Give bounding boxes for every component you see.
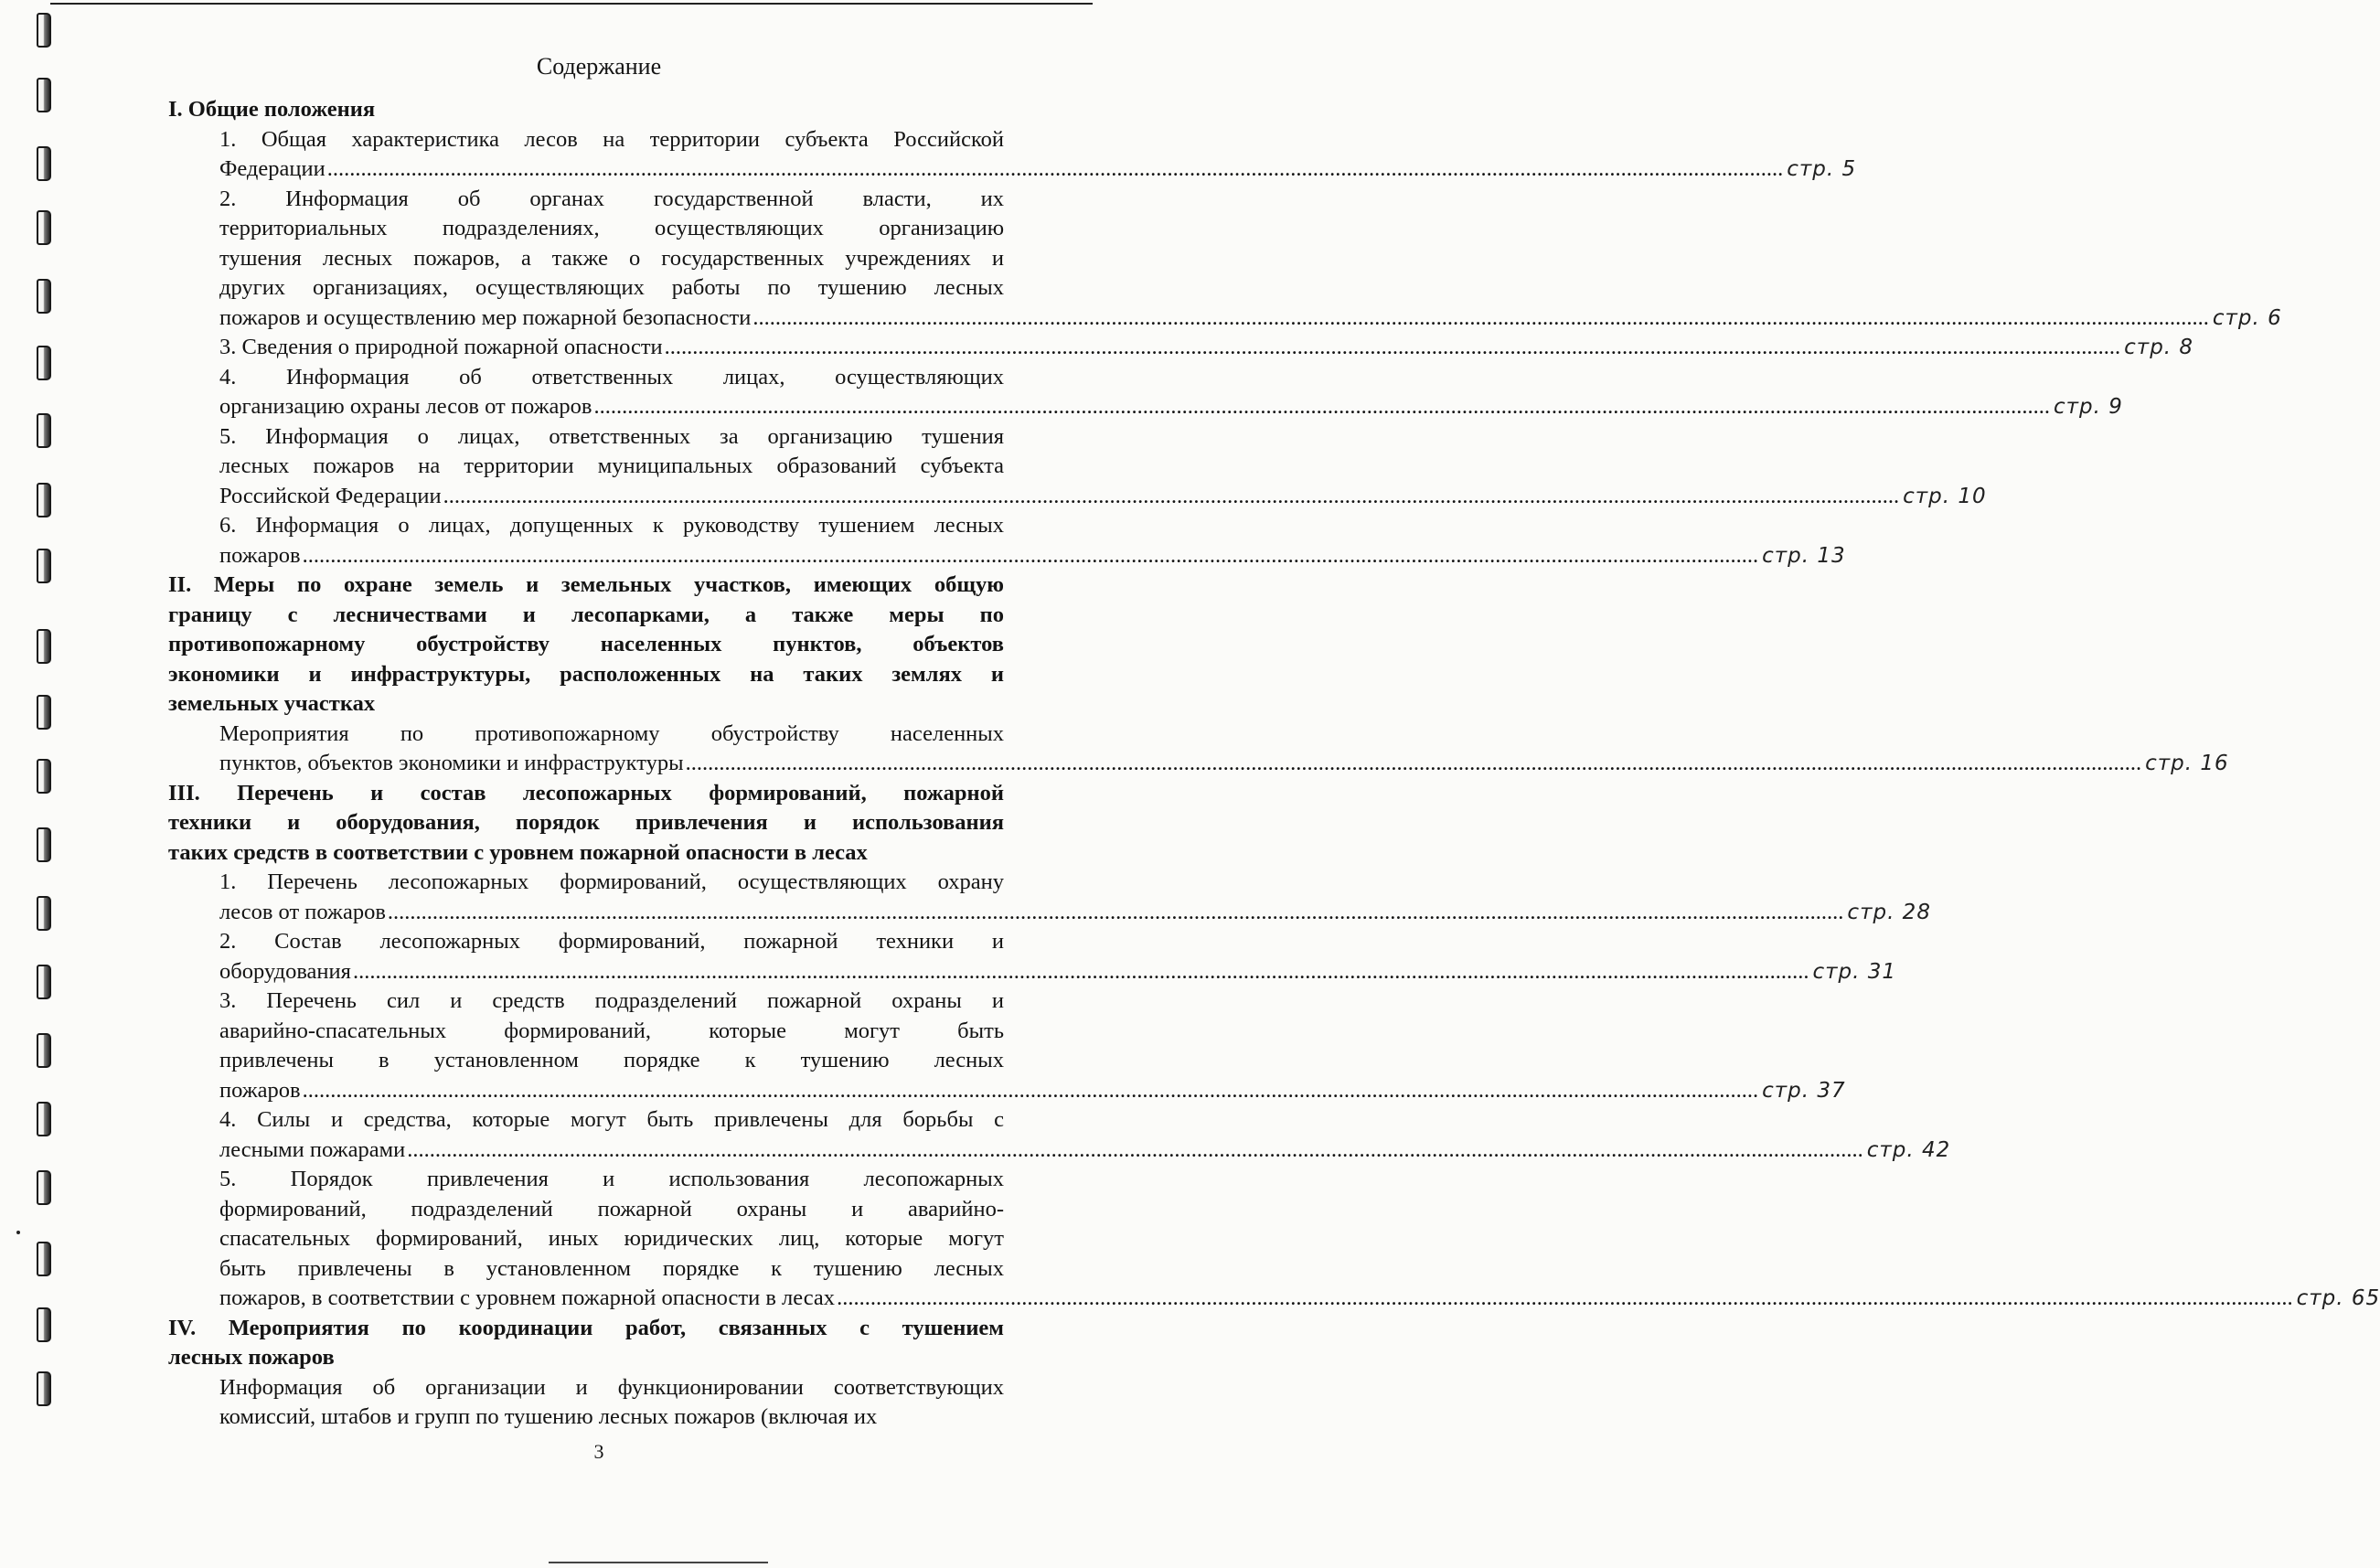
entry-leader-line [219, 155, 1857, 185]
entry-text-line: 2. Состав лесопожарных формирований, пожарной техники и [219, 929, 1004, 954]
heading-line: II. Меры по охране земель и земельных участков, имеющих общую [168, 572, 1004, 597]
binding-hole [37, 483, 51, 517]
entry-text-line: 3. Сведения о природной пожарной опасности [219, 335, 663, 359]
toc-entry[interactable] [219, 1373, 1004, 1433]
toc-entry[interactable] [219, 927, 1896, 987]
entry-text-line: пожаров, в соответствии с уровнем пожарной опасности в лесах [219, 1285, 836, 1310]
binding-hole [37, 1033, 51, 1068]
entry-leader-line [219, 392, 2123, 422]
binding-hole [37, 13, 51, 48]
handwritten-page-ref: стр. 8 [2124, 336, 2194, 359]
dot-leader: .................................................................................................................................................................................................................................................................... [407, 1136, 1863, 1162]
toc-entry[interactable] [219, 125, 1857, 185]
binding-hole [37, 1170, 51, 1205]
entry-text-line: 5. Порядок привлечения и использования лесопожарных [219, 1167, 1004, 1191]
entry-text-line: других организациях, осуществляющих работы по тушению лесных [219, 275, 1004, 300]
entry-text-line: спасательных формирований, иных юридических лиц, которые могут [219, 1226, 1004, 1251]
entry-text-line: 1. Общая характеристика лесов на территории субъекта Российской [219, 126, 1004, 152]
entry-text-line: пожаров [219, 542, 301, 568]
toc-entry[interactable] [219, 511, 1846, 571]
binding-hole [37, 1371, 51, 1406]
entry-text-line: организацию охраны лесов от пожаров [219, 394, 592, 419]
entry-text-line: формирований, подразделений пожарной охраны и аварийно- [219, 1196, 1004, 1221]
entry-text-line: тушения лесных пожаров, а также о государственных учреждениях и [219, 245, 1004, 271]
entry-text-line: комиссий, штабов и групп по тушению лесных пожаров (включая их [219, 1404, 878, 1429]
toc-entry[interactable] [219, 363, 2123, 422]
heading-line: земельных участках [168, 691, 376, 716]
handwritten-page-ref: стр. 37 [1762, 1078, 1846, 1103]
heading-line: техники и оборудования, порядок привлечения и использования [168, 810, 1004, 835]
entry-text-line: привлечены в установленном порядке к тушению лесных [219, 1048, 1004, 1072]
binding-hole [37, 827, 51, 862]
entry-text-line: оборудования [219, 958, 351, 984]
binding-hole [37, 1307, 51, 1342]
binding-hole [37, 549, 51, 583]
dot-leader: .................................................................................................................................................................................................................................................................... [837, 1285, 2293, 1310]
entry-text-line: 6. Информация о лицах, допущенных к руководству тушением лесных [219, 513, 1004, 538]
handwritten-page-ref: стр. 42 [1866, 1137, 1951, 1162]
dot-leader: .................................................................................................................................................................................................................................................................... [326, 156, 1784, 181]
margin-mark [16, 1231, 20, 1234]
entry-leader-line [219, 1284, 2380, 1314]
section-heading [168, 95, 1004, 125]
entry-text-line: пожаров и осуществлению мер пожарной безопасности [219, 304, 752, 330]
section-heading [168, 571, 1004, 720]
binding-hole [37, 965, 51, 999]
entry-leader-line [219, 749, 2229, 779]
entry-text-line: быть привлечены в установленном порядке к тушению лесных [219, 1255, 1004, 1281]
handwritten-page-ref: стр. 16 [2145, 752, 2229, 775]
entry-text-line: Федерации [219, 156, 326, 181]
entry-text-line: территориальных подразделениях, осуществляющих организацию [219, 216, 1004, 240]
entry-leader-line [219, 541, 1846, 571]
toc-entry[interactable] [219, 185, 2282, 334]
binding-holes [35, 0, 57, 1568]
heading-line: противопожарному обустройству населенных пунктов, объектов [168, 632, 1004, 656]
entry-text-line: лесов от пожаров [219, 899, 386, 924]
dot-leader: .................................................................................................................................................................................................................................................................... [443, 483, 1900, 508]
entry-leader-line [219, 957, 1896, 987]
entry-text-line: Российской Федерации [219, 483, 442, 508]
toc-entry[interactable] [219, 333, 2194, 363]
handwritten-page-ref: стр. 13 [1762, 543, 1846, 568]
entry-text-line: пожаров [219, 1077, 301, 1103]
bottom-border-line [549, 1562, 768, 1563]
toc-entry[interactable] [219, 987, 1846, 1105]
entry-leader-line [219, 333, 2194, 363]
binding-hole [37, 1242, 51, 1276]
entry-text-line: пунктов, объектов экономики и инфраструктуры [219, 751, 684, 775]
binding-hole [37, 346, 51, 380]
dot-leader: .................................................................................................................................................................................................................................................................... [664, 335, 2121, 359]
dot-leader: .................................................................................................................................................................................................................................................................... [593, 394, 2050, 419]
toc-entry[interactable] [219, 1165, 2380, 1314]
entry-text-line: 3. Перечень сил и средств подразделений пожарной охраны и [219, 988, 1004, 1013]
entry-text-line: 4. Информация об ответственных лицах, осуществляющих [219, 364, 1004, 389]
handwritten-page-ref: стр. 6 [2212, 305, 2282, 330]
entry-text-line: 5. Информация о лицах, ответственных за организацию тушения [219, 423, 1004, 449]
toc-entry[interactable] [219, 868, 1931, 927]
toc-entry[interactable] [219, 422, 1987, 512]
binding-hole [37, 146, 51, 181]
binding-hole [37, 896, 51, 931]
entry-text-line: 1. Перечень лесопожарных формирований, осуществляющих охрану [219, 869, 1004, 894]
entry-text-line: лесных пожаров на территории муниципальных образований субъекта [219, 453, 1004, 478]
heading-line: экономики и инфраструктуры, расположенных на таких землях и [168, 661, 1004, 687]
entry-text-line: аварийно-спасательных формирований, которые могут быть [219, 1018, 1004, 1043]
section-heading [168, 1314, 1004, 1373]
binding-hole [37, 1102, 51, 1136]
binding-hole [37, 413, 51, 448]
entry-text-line: 4. Силы и средства, которые могут быть привлечены для борьбы с [219, 1107, 1004, 1132]
heading-line: III. Перечень и состав лесопожарных формирований, пожарной [168, 780, 1004, 805]
handwritten-page-ref: стр. 28 [1847, 900, 1931, 924]
heading-line: границу с лесничествами и лесопарками, а также меры по [168, 602, 1004, 627]
dot-leader: .................................................................................................................................................................................................................................................................... [352, 958, 1809, 984]
page-title: Содержание [536, 53, 662, 80]
page-number: 3 [593, 1440, 604, 1463]
entry-leader-line [219, 304, 2282, 334]
entry-leader-line [219, 1076, 1846, 1106]
top-border-line [50, 3, 1093, 5]
dot-leader: .................................................................................................................................................................................................................................................................... [752, 304, 2209, 330]
dot-leader: .................................................................................................................................................................................................................................................................... [685, 751, 2142, 775]
binding-hole [37, 629, 51, 664]
entry-text-line: Мероприятия по противопожарному обустройству населенных [219, 720, 1004, 746]
entry-leader-line [219, 898, 1931, 928]
handwritten-page-ref: стр. 31 [1812, 959, 1896, 984]
heading-line: лесных пожаров [168, 1345, 335, 1370]
entry-leader-line [219, 482, 1987, 512]
binding-hole [37, 78, 51, 112]
section-heading [168, 779, 1004, 869]
entry-text-line: Информация об организации и функционировании соответствующих [219, 1374, 1004, 1400]
heading-line: I. Общие положения [168, 97, 376, 122]
dot-leader: .................................................................................................................................................................................................................................................................... [302, 542, 1759, 568]
binding-hole [37, 279, 51, 314]
heading-line: IV. Мероприятия по координации работ, связанных с тушением [168, 1315, 1004, 1340]
handwritten-page-ref: стр. 65 [2296, 1286, 2380, 1310]
toc-entry[interactable] [219, 1105, 1951, 1165]
handwritten-page-ref: стр. 5 [1787, 157, 1857, 181]
entry-leader-line [219, 1136, 1951, 1166]
entry-text-line: лесными пожарами [219, 1136, 406, 1162]
entry-text-line: 2. Информация об органах государственной власти, их [219, 186, 1004, 211]
dot-leader: .................................................................................................................................................................................................................................................................... [387, 899, 1844, 924]
binding-hole [37, 695, 51, 730]
binding-hole [37, 210, 51, 245]
toc-entry[interactable] [219, 720, 2229, 779]
dot-leader: .................................................................................................................................................................................................................................................................... [302, 1077, 1759, 1103]
binding-hole [37, 759, 51, 794]
handwritten-page-ref: стр. 10 [1903, 484, 1987, 508]
heading-line: таких средств в соответствии с уровнем пожарной опасности в лесах [168, 839, 868, 865]
handwritten-page-ref: стр. 9 [2053, 395, 2123, 419]
